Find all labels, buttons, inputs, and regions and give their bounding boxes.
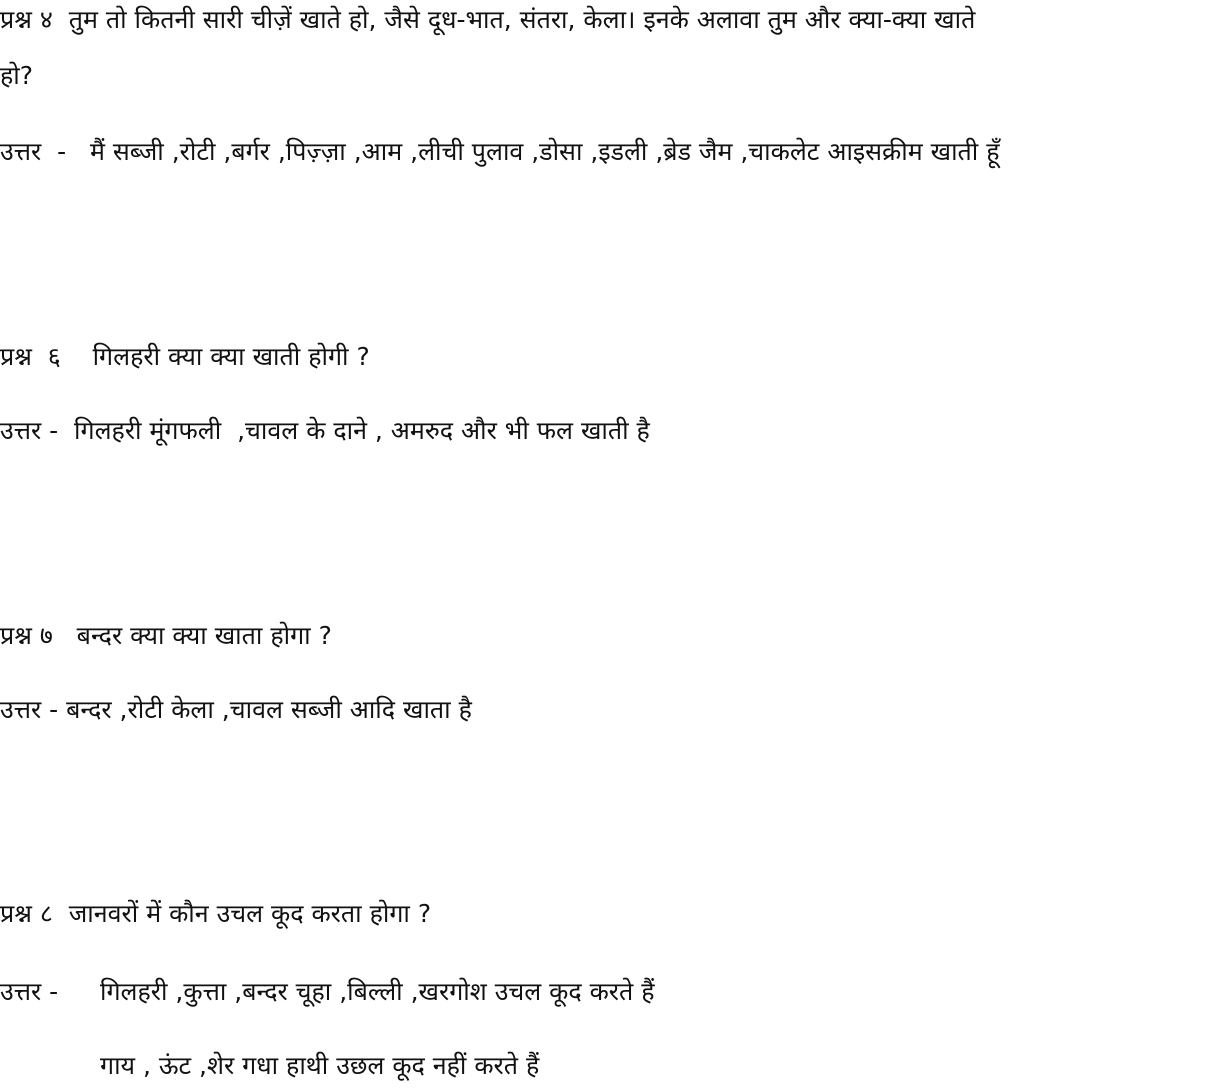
question-6: प्रश्न ६ गिलहरी क्या क्या खाती होगी ? xyxy=(0,342,370,371)
answer-4: उत्तर - मैं सब्जी ,रोटी ,बर्गर ,पिज़्ज़ा ,आम ,लीची पुलाव ,डोसा ,इडली ,ब्रेड जैम ,चाकलेट आइसक्रीम खाती हूँ xyxy=(0,137,1000,166)
question-4-line-1: प्रश्न ४ तुम तो कितनी सारी चीज़ें खाते हो, जैसे दूध-भात, संतरा, केला। इनके अलावा तुम और क्या-क्या खाते xyxy=(0,5,976,34)
answer-7: उत्तर - बन्दर ,रोटी केला ,चावल सब्जी आदि खाता है xyxy=(0,695,472,724)
question-4-line-2: हो? xyxy=(0,61,34,90)
answer-8-line-1: गिलहरी ,कुत्ता ,बन्दर चूहा ,बिल्ली ,खरगोश उचल कूद करते हैं xyxy=(100,977,655,1006)
question-8: प्रश्न ८ जानवरों में कौन उचल कूद करता होगा ? xyxy=(0,899,432,928)
answer-8-label: उत्तर - xyxy=(0,977,59,1006)
question-7: प्रश्न ७ बन्दर क्या क्या खाता होगा ? xyxy=(0,621,332,650)
answer-6: उत्तर - गिलहरी मूंगफली ,चावल के दाने , अमरुद और भी फल खाती है xyxy=(0,416,650,445)
answer-8-line-2: गाय , ऊंट ,शेर गधा हाथी उछल कूद नहीं करते हैं xyxy=(100,1051,540,1080)
